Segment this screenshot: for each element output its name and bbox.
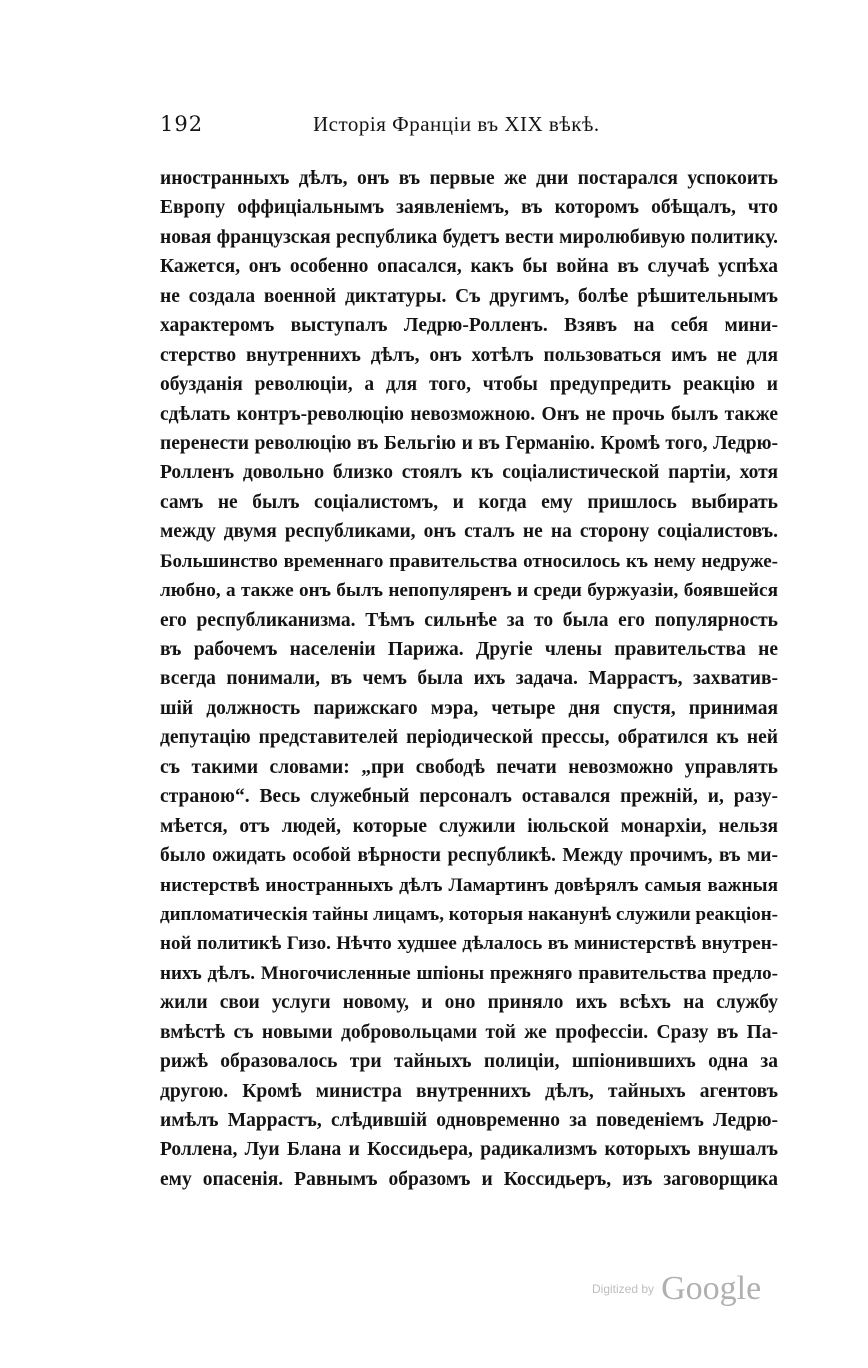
text-line: ной политикѣ Гизо. Нѣчто худшее дѣлалось въ министерствѣ внутрен- — [160, 933, 778, 955]
text-line: новая французская республика будетъ вести миролюбивую политику. — [160, 226, 778, 248]
text-line: другою. Кромѣ министра внутреннихъ дѣлъ, тайныхъ агентовъ — [160, 1080, 778, 1102]
text-line: было ожидать особой вѣрности республикѣ. Между прочимъ, въ ми- — [160, 845, 778, 867]
text-line: его республиканизма. Тѣмъ сильнѣе за то была его популярность — [160, 609, 778, 631]
text-line: всегда понимали, въ чемъ была ихъ задача. Маррастъ, захватив- — [160, 668, 778, 690]
text-line: Ролленъ довольно близко стоялъ къ соціалистической партіи, хотя — [160, 462, 778, 484]
text-line: Роллена, Луи Блана и Коссидьера, радикализмъ которыхъ внушалъ — [160, 1139, 778, 1161]
text-line: иностранныхъ дѣлъ, онъ въ первые же дни постарался успокоить — [160, 168, 778, 189]
text-line: стерство внутреннихъ дѣлъ, онъ хотѣлъ пользоваться имъ не для — [160, 344, 778, 366]
page-header — [160, 112, 778, 142]
text-line: съ такими словами: „при свободѣ печати невозможно управлять — [160, 756, 778, 778]
page-number: 192 — [160, 112, 204, 136]
text-line: нистерствѣ иностранныхъ дѣлъ Ламартинъ довѣрялъ самыя важныя — [160, 874, 778, 896]
google-logo: Google — [661, 1270, 762, 1307]
text-line: страною“. Весь служебный персоналъ оставался прежній, и, разу- — [160, 786, 778, 808]
text-line: шій должность парижскаго мэра, четыре дня спустя, принимая — [160, 697, 778, 719]
text-line: дипломатическія тайны лицамъ, которыя наканунѣ служили реакціон- — [160, 903, 778, 925]
text-line: сдѣлать контръ-революцію невозможною. Онъ не прочь былъ также — [160, 403, 778, 425]
text-line: ему опасенія. Равнымъ образомъ и Коссидьеръ, изъ заговорщика — [160, 1168, 778, 1190]
text-line: рижѣ образовалось три тайныхъ полиціи, шпіонившихъ одна за — [160, 1051, 778, 1073]
running-title: Исторія Франціи въ XIX вѣкѣ. — [313, 112, 600, 136]
text-line: нихъ дѣлъ. Многочисленные шпіоны прежняго правительства предло- — [160, 962, 778, 984]
text-line: характеромъ выступалъ Ледрю-Ролленъ. Взявъ на себя мини- — [160, 315, 778, 337]
text-line: между двумя республиками, онъ сталъ не на сторону соціалистовъ. — [160, 521, 778, 543]
text-line: депутацію представителей періодической прессы, обратился къ ней — [160, 727, 778, 749]
text-line: обузданія революціи, а для того, чтобы предупредить реакцію и — [160, 374, 778, 396]
text-line: перенести революцію въ Бельгію и въ Германію. Кромѣ того, Ледрю- — [160, 432, 778, 454]
text-line: мѣется, отъ людей, которые служили іюльской монархіи, нельзя — [160, 815, 778, 837]
text-line: любно, а также онъ былъ непопуляренъ и среди буржуазіи, боявшейся — [160, 580, 778, 602]
body-paragraph — [160, 164, 778, 1194]
text-line: вмѣстѣ съ новыми добровольцами той же профессіи. Сразу въ Па- — [160, 1021, 778, 1043]
digitized-label: Digitized by — [592, 1282, 655, 1296]
text-line: имѣлъ Маррастъ, слѣдившій одновременно за поведеніемъ Ледрю- — [160, 1110, 778, 1131]
text-line: въ рабочемъ населеніи Парижа. Другіе члены правительства не — [160, 639, 778, 660]
text-line: Большинство временнаго правительства относилось къ нему недруже- — [160, 550, 778, 572]
text-line: Европу оффиціальнымъ заявленіемъ, въ которомъ обѣщалъ, что — [160, 197, 778, 219]
text-line: жили свои услуги новому, и оно приняло ихъ всѣхъ на службу — [160, 992, 778, 1014]
digitized-by-google-watermark — [592, 1270, 761, 1320]
text-line: самъ не былъ соціалистомъ, и когда ему пришлось выбирать — [160, 491, 778, 513]
text-line: не создала военной диктатуры. Съ другимъ, болѣе рѣшительнымъ — [160, 285, 778, 307]
text-line: Кажется, онъ особенно опасался, какъ бы война въ случаѣ успѣха — [160, 256, 778, 278]
